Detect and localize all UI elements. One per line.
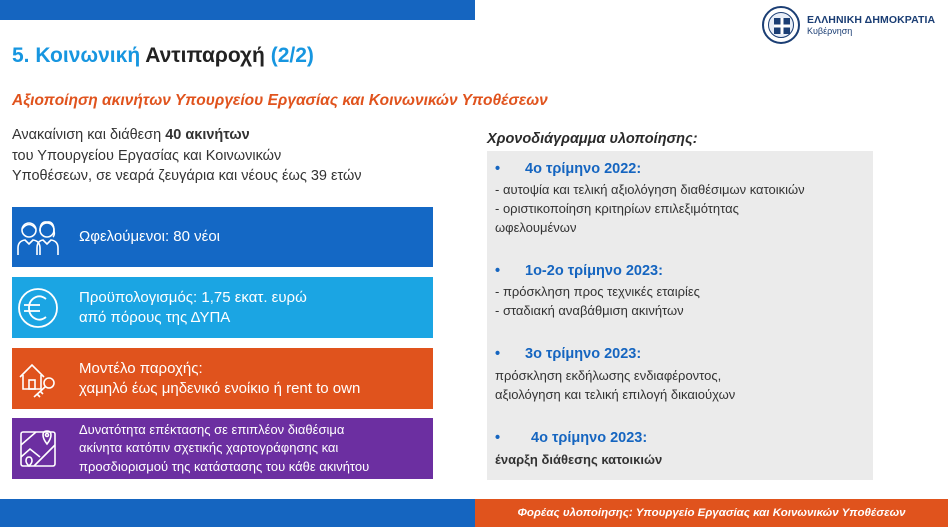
expansion-line1: Δυνατότητα επέκτασης σε επιπλέον διαθέσιμα [79, 422, 345, 438]
intro-line3: Υποθέσεων, σε νεαρά ζευγάρια και νέους έως 39 ετών [12, 168, 362, 185]
timeline-details-1: - αυτοψία και τελική αξιολόγηση διαθέσιμων κατοικιών - οριστικοποίηση κριτηρίων επιλεξιμότητας ωφελουμένων [495, 182, 805, 235]
logo-subtitle: Κυβέρνηση [807, 25, 853, 36]
intro-pre: Ανακαίνιση και διάθεση [12, 127, 166, 143]
map-icon [12, 418, 64, 479]
timeline-quarter-4: • 4ο τρίμηνο 2023: [495, 430, 648, 446]
footer-implementing-body: Φορέας υλοποίησης: Υπουργείο Εργασίας και Κοινωνικών Υποθέσεων [475, 499, 948, 527]
page-title [12, 44, 314, 68]
title-main: Αντιπαροχή [145, 44, 265, 67]
budget-box [12, 277, 433, 338]
expansion-box [12, 418, 433, 479]
euro-icon [12, 277, 64, 338]
logo-title: ΕΛΛΗΝΙΚΗ ΔΗΜΟΚΡΑΤΙΑ [807, 13, 936, 26]
timeline-quarter-3: • 3ο τρίμηνο 2023: [495, 346, 642, 362]
timeline-details-4: έναρξη διάθεσης κατοικιών [495, 452, 663, 467]
greek-seal-icon [762, 6, 800, 44]
timeline-details-2: - πρόσκληση προς τεχνικές εταιρίες - σταδιακή αναβάθμιση ακινήτων [495, 284, 700, 318]
beneficiaries-text: Ωφελούμενοι: 80 νέοι [79, 228, 220, 246]
house-key-icon [12, 348, 64, 409]
model-box [12, 348, 433, 409]
section-subtitle: Αξιοποίηση ακινήτων Υπουργείου Εργασίας και Κοινωνικών Υποθέσεων [12, 92, 548, 109]
title-prefix: 5. Κοινωνική [12, 44, 141, 67]
footer-bar-left [0, 499, 475, 527]
people-icon [12, 207, 64, 267]
intro-bold: 40 ακινήτων [165, 127, 250, 143]
model-line1: Μοντέλο παροχής: [79, 360, 203, 377]
timeline-details-3: πρόσκληση εκδήλωσης ενδιαφέροντος, αξιολόγηση και τελική επιλογή δικαιούχων [495, 368, 736, 402]
beneficiaries-box [12, 207, 433, 267]
timeline-panel [487, 151, 873, 480]
budget-line2: από πόρους της ΔΥΠΑ [79, 308, 231, 326]
top-accent-bar [0, 0, 475, 20]
title-suffix: (2/2) [270, 44, 314, 67]
timeline-quarter-1: • 4ο τρίμηνο 2022: [495, 161, 642, 177]
timeline-quarter-2: • 1ο-2ο τρίμηνο 2023: [495, 263, 663, 279]
intro-line2: του Υπουργείου Εργασίας και Κοινωνικών [12, 147, 282, 164]
expansion-line2: ακίνητα κατόπιν σχετικής χαρτογράφησης και [79, 440, 339, 456]
government-logo [762, 4, 942, 46]
model-line2: χαμηλό έως μηδενικό ενοίκιο ή rent to own [79, 379, 361, 397]
timeline-title: Χρονοδιάγραμμα υλοποίησης: [487, 131, 698, 147]
budget-line1: Προϋπολογισμός: 1,75 εκατ. ευρώ [79, 289, 307, 306]
expansion-line3: προσδιορισμού της κατάστασης του κάθε ακινήτου [79, 458, 370, 474]
intro-paragraph [12, 125, 452, 187]
